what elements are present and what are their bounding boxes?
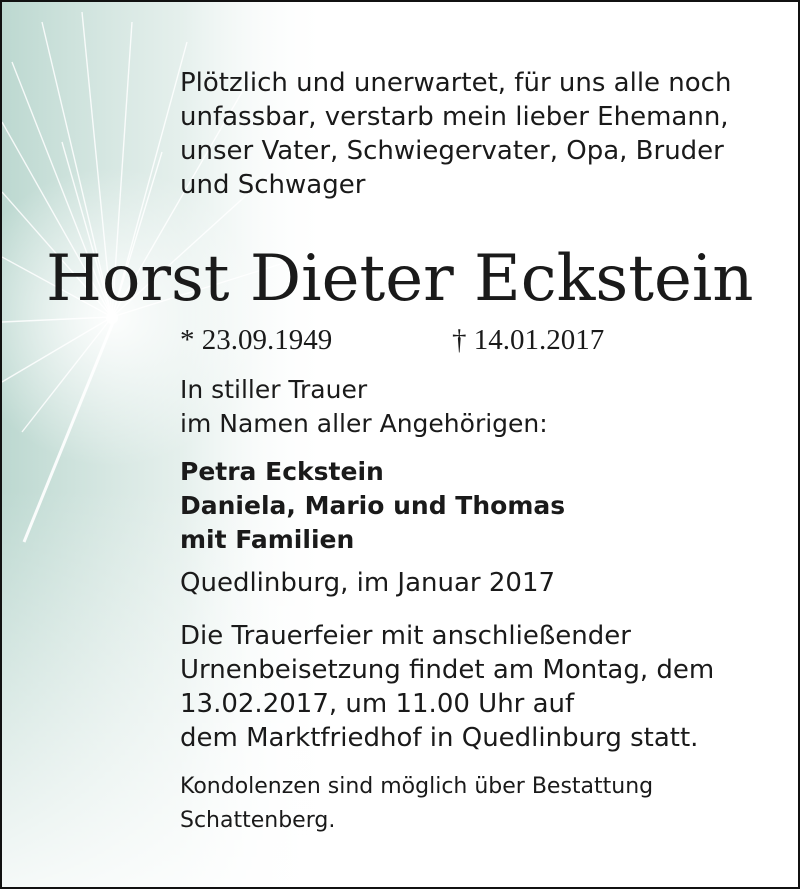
funeral-line: dem Marktfriedhof in Quedlinburg statt. <box>180 723 699 753</box>
mourning-text <box>180 373 548 441</box>
family-line: mit Familien <box>180 525 355 554</box>
mourning-line: In stiller Trauer <box>180 375 368 404</box>
life-dates <box>180 321 605 359</box>
intro-line: und Schwager <box>180 170 366 200</box>
intro-line: unfassbar, verstarb mein lieber Ehemann, <box>180 102 729 132</box>
funeral-line: Die Trauerfeier mit anschließender <box>180 621 631 651</box>
family-line: Daniela, Mario und Thomas <box>180 491 566 520</box>
birth-date: * 23.09.1949 <box>180 324 333 356</box>
death-date: † 14.01.2017 <box>452 324 605 356</box>
condolences-line: Kondolenzen sind möglich über Bestattung <box>180 774 654 799</box>
family-line: Petra Eckstein <box>180 457 384 486</box>
intro-text <box>180 66 780 202</box>
intro-line: Plötzlich und unerwartet, für uns alle noch <box>180 68 732 98</box>
mourning-line: im Namen aller Angehörigen: <box>180 409 548 438</box>
condolences-note <box>180 770 760 838</box>
condolences-line: Schattenberg. <box>180 808 336 833</box>
funeral-line: Urnenbeisetzung findet am Montag, dem <box>180 655 715 685</box>
place-date: Quedlinburg, im Januar 2017 <box>180 568 556 598</box>
family-names <box>180 455 565 557</box>
funeral-line: 13.02.2017, um 11.00 Uhr auf <box>180 689 575 719</box>
funeral-info <box>180 619 780 755</box>
deceased-name: Horst Dieter Eckstein <box>46 242 754 316</box>
intro-line: unser Vater, Schwiegervater, Opa, Bruder <box>180 136 724 166</box>
